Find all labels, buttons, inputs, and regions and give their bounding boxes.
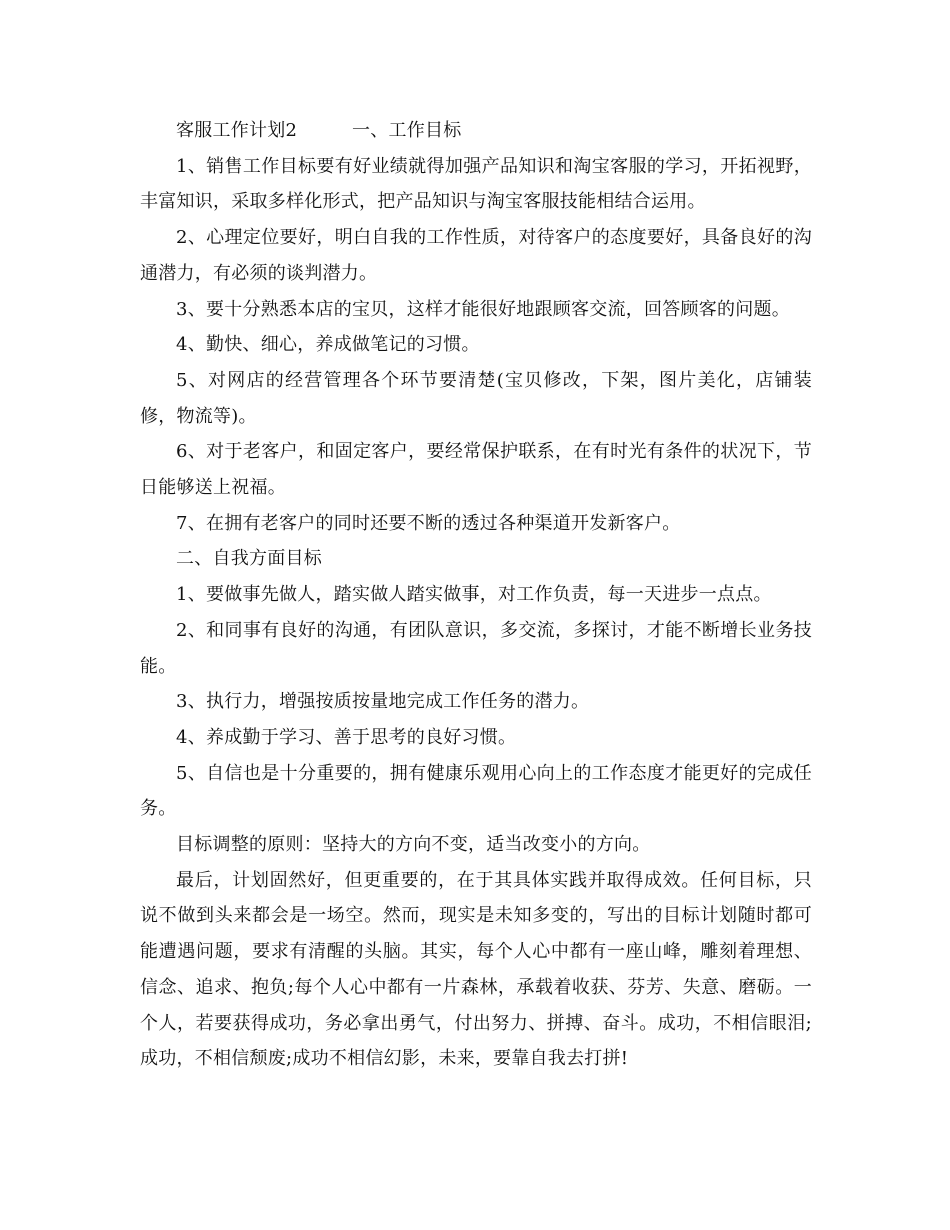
- goal-item-6: 6、对于老客户，和固定客户，要经常保护联系，在有时光有条件的状况下，节日能够送上祝福。: [140, 441, 812, 499]
- self-goal-item-1: 1、要做事先做人，踏实做人踏实做事，对工作负责，每一天进步一点点。: [176, 584, 772, 606]
- document-title-line: 客服工作计划2 一、工作目标: [176, 120, 462, 141]
- section-2-heading: 二、自我方面目标: [176, 548, 322, 570]
- goal-item-1: 1、销售工作目标要有好业绩就得加强产品知识和淘宝客服的学习，开拓视野，丰富知识，采取多样化形式，把产品知识与淘宝客服技能相结合运用。: [140, 155, 812, 213]
- self-goal-item-4: 4、养成勤于学习、善于思考的良好习惯。: [176, 726, 517, 748]
- goal-item-7: 7、在拥有老客户的同时还要不断的透过各种渠道开发新客户。: [176, 512, 681, 534]
- goal-item-2: 2、心理定位要好，明白自我的工作性质，对待客户的态度要好，具备良好的沟通潜力，有必须的谈判潜力。: [140, 227, 812, 284]
- goal-item-3: 3、要十分熟悉本店的宝贝，这样才能很好地跟顾客交流，回答顾客的问题。: [176, 298, 790, 320]
- self-goal-item-3: 3、执行力，增强按质按量地完成工作任务的潜力。: [176, 691, 590, 713]
- goal-item-4: 4、勤快、细心，养成做笔记的习惯。: [176, 334, 480, 356]
- self-goal-item-5: 5、自信也是十分重要的，拥有健康乐观用心向上的工作态度才能更好的完成任务。: [140, 762, 812, 820]
- document-body: [140, 113, 812, 1077]
- goal-item-5: 5、对网店的经营管理各个环节要清楚(宝贝修改，下架，图片美化，店铺装修，物流等)。: [140, 369, 812, 427]
- self-goal-item-2: 2、和同事有良好的沟通，有团队意识，多交流，多探讨，才能不断增长业务技能。: [140, 619, 812, 677]
- adjustment-principle: 目标调整的原则：坚持大的方向不变，适当改变小的方向。: [176, 834, 651, 856]
- conclusion-paragraph: 最后，计划固然好，但更重要的，在于其具体实践并取得成效。任何目标，只说不做到头来都会是一场空。然而，现实是未知多变的，写出的目标计划随时都可能遭遇问题，要求有清醒的头脑。其实，每个人心中都有一座山峰，雕刻着理想、信念、追求、抱负;每个人心中都有一片森林，承载着收获、芬芳、失意、磨砺。一个人，若要获得成功，务必拿出勇气，付出努力、拼搏、奋斗。成功，不相信眼泪;成功，不相信颓废;成功不相信幻影，未来，要靠自我去打拼!: [140, 869, 812, 1070]
